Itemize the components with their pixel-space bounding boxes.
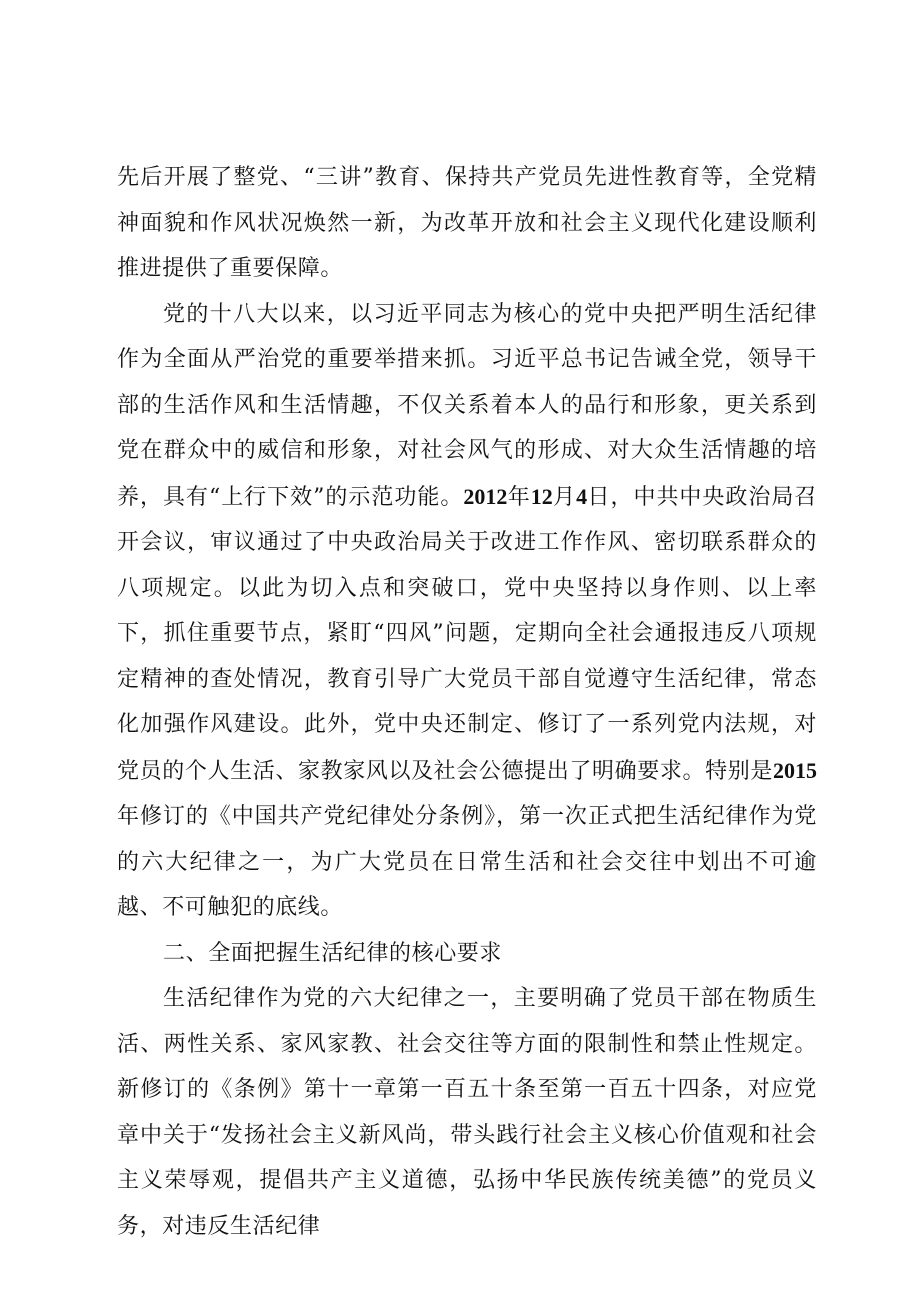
paragraph-4 — [117, 976, 817, 1249]
paragraph-1 — [117, 155, 817, 292]
date-year-unit: 年 — [507, 484, 531, 510]
date-month: 12 — [530, 483, 553, 509]
paragraph-4-text: 生活纪律作为党的六大纪律之一，主要明确了党员干部在物质生活、两性关系、家风家教、社会交往等方面的限制性和禁止性规定。新修订的《条例》第十一章第一百五十条至第一百五十四条，对应党章中关于“发扬社会主义新风尚，带头践行社会主义核心价值观和社会主义荣辱观，提倡共产主义道德，弘扬中华民族传统美德”的党员义务，对违反生活纪律 — [117, 986, 817, 1239]
paragraph-2-text-c: 年修订的《中国共产党纪律处分条例》，第一次正式把生活纪律作为党的六大纪律之一，为广大党员在日常生活和社会交往中划出不可逾越、不可触犯的底线。 — [117, 804, 817, 920]
section-heading-text: 二、全面把握生活纪律的核心要求 — [163, 940, 503, 966]
paragraph-1-text: 先后开展了整党、“三讲”教育、保持共产党员先进性教育等，全党精神面貌和作风状况焕然一新，为改革开放和社会主义现代化建设顺利推进提供了重要保障。 — [117, 165, 817, 281]
date-year: 2012 — [463, 483, 508, 509]
section-heading — [117, 931, 817, 977]
date-day: 4 — [576, 483, 588, 509]
paragraph-2-text-b: 日，中共中央政治局召开会议，审议通过了中央政治局关于改进工作作风、密切联系群众的八项规定。以此为切入点和突破口，党中央坚持以身作则、以上率下，抓住重要节点，紧盯“四风”问题，定期向全社会通报违反八项规定精神的查处情况，教育引导广大党员干部自觉遵守生活纪律，常态化加强作风建设。此外，党中央还制定、修订了一系列党内法规，对党员的个人生活、家教家风以及社会公德提出了明确要求。特别是 — [117, 484, 817, 784]
revision-year: 2015 — [773, 757, 817, 783]
date-month-unit: 月 — [552, 484, 577, 510]
paragraph-2-text-a: 党的十八大以来，以习近平同志为核心的党中央把严明生活纪律作为全面从严治党的重要举措来抓。习近平总书记告诫全党，领导干部的生活作风和生活情趣，不仅关系着本人的品行和形象，更关系到党在群众中的威信和形象，对社会风气的形成、对大众生活情趣的培养，具有“上行下效”的示范功能。 — [117, 301, 817, 510]
paragraph-2 — [117, 292, 817, 931]
document-body — [117, 155, 817, 1249]
